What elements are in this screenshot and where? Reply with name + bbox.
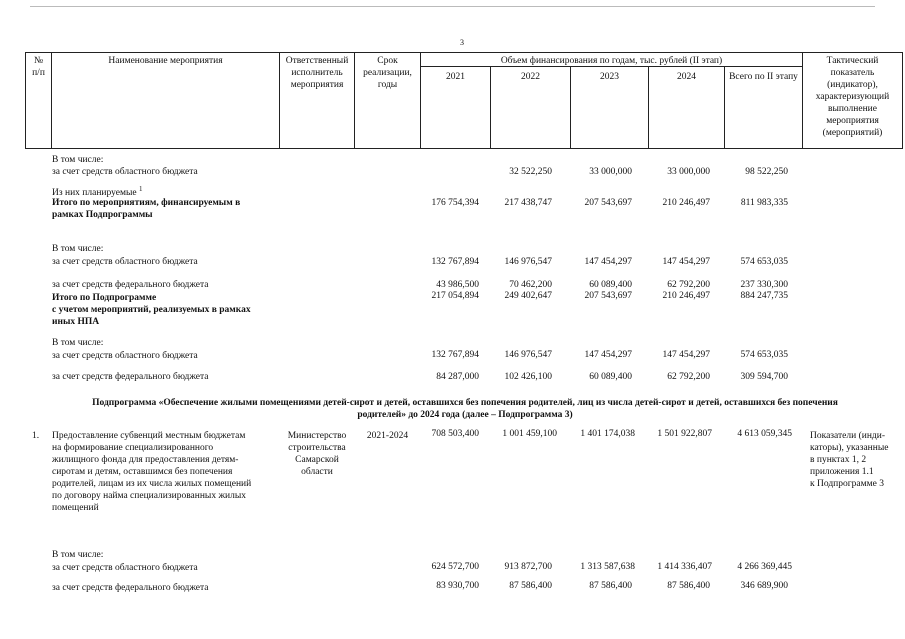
header-term: Срок реализации, годы — [363, 56, 412, 90]
header-total: Всего по II этапу — [729, 72, 798, 82]
header-bottom-border — [25, 148, 903, 149]
cell: 132 767,894 — [431, 350, 479, 360]
header-year-2024: 2024 — [677, 72, 696, 82]
cell: 210 246,497 — [662, 198, 710, 208]
cell: 102 426,100 — [504, 372, 552, 382]
item-term: 2021-2024 — [366, 431, 409, 441]
cell: 33 000,000 — [589, 167, 632, 177]
cell: 84 287,000 — [436, 372, 479, 382]
cell: 574 653,035 — [740, 350, 788, 360]
item-responsible: Министерство строительства Самарской области — [287, 431, 347, 477]
row-label: за счет средств федерального бюджета — [52, 280, 209, 290]
label-incl: В том числе: — [52, 155, 104, 165]
cell: 346 689,900 — [740, 581, 788, 591]
cell: 87 586,400 — [589, 581, 632, 591]
cell: 33 000,000 — [667, 167, 710, 177]
row-label-bold: Итого по Подпрограмме с учетом мероприятий, реализуемых в рамках иных НПА — [52, 293, 251, 327]
item-name: Предоставление субвенций местным бюджетам на формирование специализированного жилищного фонда для предоставления детям- сиротам и детям, оставшимся без попечения родителей, лицам из их числа жилых помещений по договору найма специализированных жилых помещений — [52, 431, 252, 513]
item-tactic: Показатели (инди- каторы), указанные в пунктах 1, 2 приложения 1.1 к Подпрограмме 3 — [810, 431, 889, 489]
cell: 147 454,297 — [662, 257, 710, 267]
cell: 132 767,894 — [431, 257, 479, 267]
cell: 60 089,400 — [589, 280, 632, 290]
cell: 237 330,300 — [740, 280, 788, 290]
scan-border — [30, 6, 875, 7]
row-label-bold: Итого по мероприятиям, финансируемым в рамках Подпрограммы — [52, 198, 241, 220]
cell: 70 462,200 — [509, 280, 552, 290]
cell: 811 983,335 — [740, 198, 788, 208]
row-label: за счет средств областного бюджета — [52, 167, 198, 177]
label-planned: Из них планируемые $^1$ — [52, 185, 143, 199]
cell: 98 522,250 — [745, 167, 788, 177]
cell: 217 438,747 — [504, 198, 552, 208]
cell: 913 872,700 — [504, 562, 552, 572]
label-incl: В том числе: — [52, 550, 104, 560]
cell: 176 754,394 — [431, 198, 479, 208]
header-responsible: Ответственный исполнитель мероприятия — [285, 56, 349, 90]
header-name: Наименование мероприятия — [108, 56, 223, 66]
item-number: 1. — [32, 431, 40, 441]
page-number: 3 — [460, 38, 464, 47]
cell: 147 454,297 — [584, 350, 632, 360]
header-year-2023: 2023 — [600, 72, 619, 82]
cell: 207 543,697 — [584, 198, 632, 208]
row-label: за счет средств областного бюджета — [52, 563, 198, 573]
cell: 249 402,647 — [504, 291, 552, 301]
cell: 60 089,400 — [589, 372, 632, 382]
header-top-border — [25, 52, 903, 53]
cell: 884 247,735 — [740, 291, 788, 301]
cell: 87 586,400 — [667, 581, 710, 591]
label-incl: В том числе: — [52, 244, 104, 254]
cell: 207 543,697 — [584, 291, 632, 301]
header-finance: Объем финансирования по годам, тыс. рублей (II этап) — [500, 56, 723, 66]
cell: 210 246,497 — [662, 291, 710, 301]
header-num: № п/п — [32, 56, 45, 78]
cell: 4 266 369,445 — [737, 562, 792, 572]
cell: 83 930,700 — [436, 581, 479, 591]
cell: 87 586,400 — [509, 581, 552, 591]
header-year-2022: 2022 — [521, 72, 540, 82]
cell: 62 792,200 — [667, 280, 710, 290]
cell: 1 001 459,100 — [502, 429, 557, 439]
cell: 62 792,200 — [667, 372, 710, 382]
label-incl: В том числе: — [52, 338, 104, 348]
header-tactic: Тактический показатель (индикатор), характеризующий выполнение мероприятия (мероприятий) — [815, 56, 890, 138]
cell: 43 986,500 — [436, 280, 479, 290]
cell: 1 501 922,807 — [657, 429, 712, 439]
row-label: за счет средств федерального бюджета — [52, 583, 209, 593]
cell: 624 572,700 — [431, 562, 479, 572]
cell: 1 414 336,407 — [657, 562, 712, 572]
cell: 574 653,035 — [740, 257, 788, 267]
cell: 309 594,700 — [740, 372, 788, 382]
cell: 708 503,400 — [431, 429, 479, 439]
cell: 1 313 587,638 — [580, 562, 635, 572]
cell: 146 976,547 — [504, 257, 552, 267]
cell: 32 522,250 — [509, 167, 552, 177]
col-line — [902, 52, 903, 149]
row-label: за счет средств федерального бюджета — [52, 372, 209, 382]
row-label: за счет средств областного бюджета — [52, 257, 198, 267]
cell: 147 454,297 — [584, 257, 632, 267]
subprogram-title: Подпрограмма «Обеспечение жилыми помещениями детей-сирот и детей, оставшихся без попечения родителей, лиц из числа детей-сирот и детей, оставшихся без попечения родителей» до 2024 года (далее – Подпрограмма 3) — [92, 398, 838, 420]
cell: 4 613 059,345 — [737, 429, 792, 439]
row-label: за счет средств областного бюджета — [52, 351, 198, 361]
cell: 217 054,894 — [431, 291, 479, 301]
header-year-2021: 2021 — [446, 72, 465, 82]
cell: 146 976,547 — [504, 350, 552, 360]
cell: 147 454,297 — [662, 350, 710, 360]
cell: 1 401 174,038 — [580, 429, 635, 439]
